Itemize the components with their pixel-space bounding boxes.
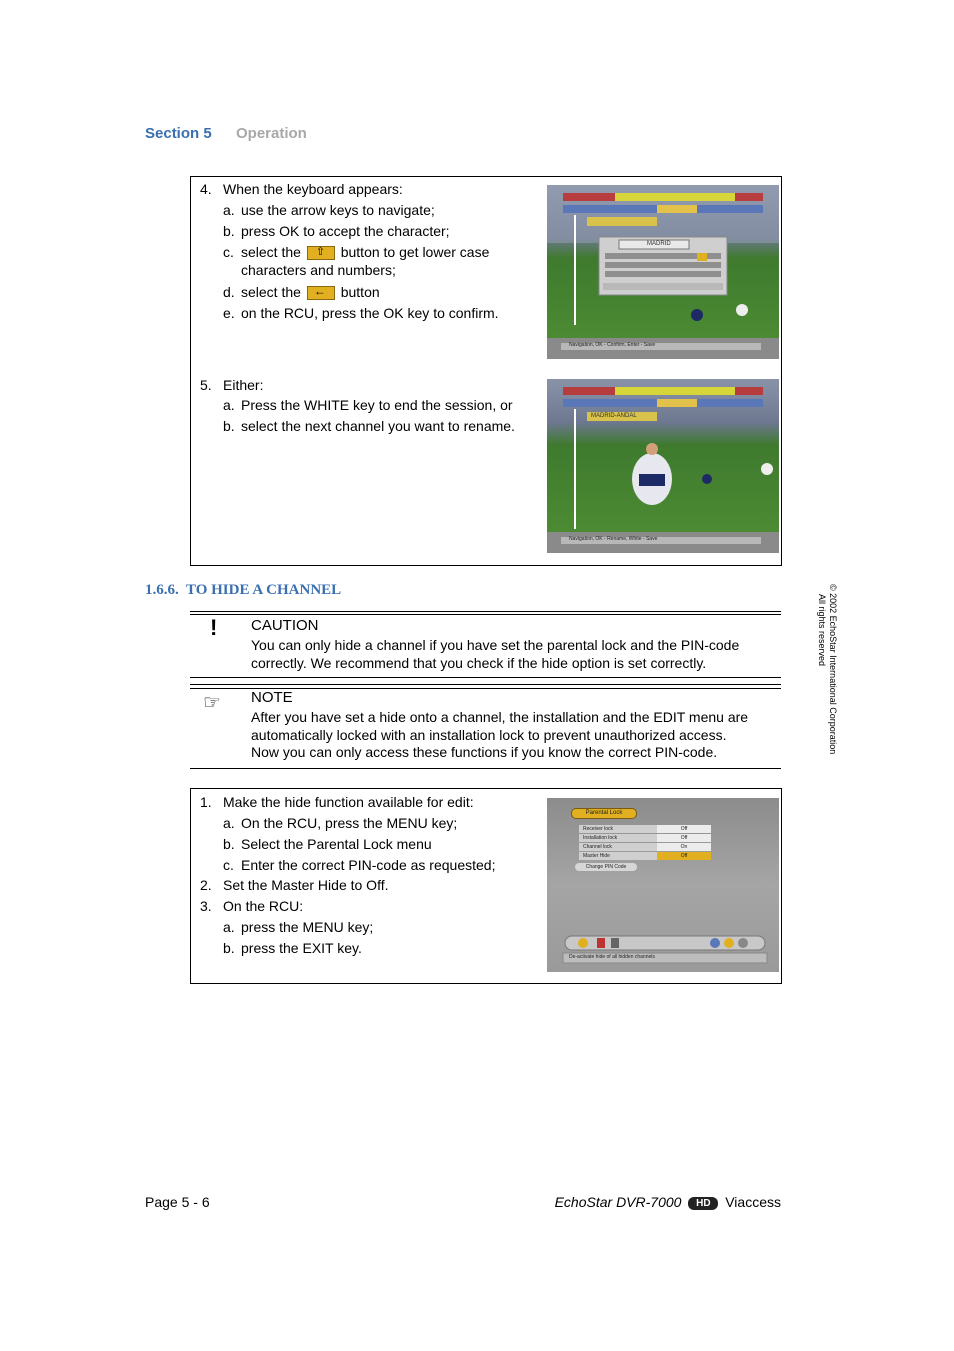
step-number: 4.: [200, 181, 212, 197]
substep-text-pre: select the: [241, 244, 301, 260]
step-number: 5.: [200, 377, 212, 393]
substep-text: on the RCU, press the OK key to confirm.: [241, 305, 499, 321]
settings-row-label: Channel lock: [583, 844, 612, 850]
substep-number: a.: [223, 919, 235, 935]
hd-logo-icon: HD: [688, 1197, 718, 1210]
note-line: After you have set a hide onto a channel, the installation and the EDIT menu are: [251, 709, 749, 725]
settings-row-value: Off: [657, 834, 711, 842]
shift-key-icon: [307, 246, 335, 260]
step-number: 2.: [200, 877, 212, 893]
divider: [190, 614, 781, 615]
substep-number: b.: [223, 418, 235, 434]
screenshot-graphic: [547, 379, 779, 553]
change-pin-button: Change PIN Code: [575, 863, 637, 871]
substep-text: On the RCU, press the MENU key;: [241, 815, 458, 831]
brand-name: Viaccess: [725, 1194, 781, 1210]
step: [200, 181, 212, 198]
step-number: 1.: [200, 794, 212, 810]
substep-text: press the MENU key;: [241, 919, 374, 935]
caution-line: correctly. We recommend that you check if the hide option is set correctly.: [251, 655, 707, 671]
menu-title: Parental Lock: [571, 808, 637, 819]
product-name: EchoStar DVR-7000: [554, 1194, 682, 1210]
substep-number: b.: [223, 836, 235, 852]
substep-number: b.: [223, 940, 235, 956]
page-number: Page 5 - 6: [145, 1194, 210, 1210]
settings-row-label: Installation lock: [583, 835, 618, 841]
exclamation-icon: !: [210, 615, 218, 640]
substep-text: Enter the correct PIN-code as requested;: [241, 857, 496, 873]
screenshot-parental-lock: [547, 798, 779, 972]
substep-number: b.: [223, 223, 235, 239]
note-line: automatically locked with an installation lock to prevent unauthorized access.: [251, 727, 727, 743]
status-bar-text: Navigation, OK - Confirm, Enter - Save: [569, 342, 656, 348]
step-text: Make the hide function available for edit:: [223, 794, 474, 810]
copyright-note: [808, 584, 838, 766]
substep-text-pre: select the: [241, 284, 301, 300]
substep-text: Select the Parental Lock menu: [241, 836, 432, 852]
caution-title: CAUTION: [251, 617, 319, 634]
footer-product: [555, 1194, 781, 1210]
step-text: Set the Master Hide to Off.: [223, 877, 389, 893]
step-text: Either:: [223, 377, 264, 393]
pointing-hand-icon: ☞: [203, 692, 221, 714]
substep-number: c.: [223, 244, 234, 260]
divider: [190, 684, 781, 685]
settings-row-label: Master Hide: [583, 853, 610, 859]
settings-row: [579, 852, 711, 860]
substep-text: use the arrow keys to navigate;: [241, 202, 435, 218]
screenshot-rename: [547, 379, 779, 553]
settings-row-value: Off: [657, 825, 711, 833]
step-text: When the keyboard appears:: [223, 181, 403, 197]
settings-row: [579, 825, 711, 833]
divider: [190, 768, 781, 769]
copyright-line: All rights reserved: [817, 594, 827, 667]
section-number: 1.6.6.: [145, 582, 179, 598]
substep-number: a.: [223, 202, 235, 218]
substep-number: c.: [223, 857, 234, 873]
section-heading: [145, 582, 341, 599]
step-number: 3.: [200, 898, 212, 914]
status-bar-text: De-activate hide of all hidden channels: [569, 954, 655, 960]
settings-row-label: Receiver lock: [583, 826, 614, 832]
substep-text: [241, 244, 489, 261]
channel-name-text: MADRID-ANDAL: [591, 413, 637, 419]
substep-text-cont: characters and numbers;: [241, 262, 396, 278]
substep-text: press OK to accept the character;: [241, 223, 450, 239]
enter-key-icon: [307, 286, 335, 300]
keyboard-entry-text: MADRID: [647, 241, 671, 247]
settings-row-value: On: [657, 843, 711, 851]
screenshot-keyboard: [547, 185, 779, 359]
note-line: Now you can only access these functions if you know the correct PIN-code.: [251, 744, 718, 760]
caution-line: You can only hide a channel if you have set the parental lock and the PIN-code: [251, 637, 740, 653]
step-text: On the RCU:: [223, 898, 304, 914]
instruction-box-rename: [190, 176, 782, 566]
divider: [190, 677, 781, 678]
settings-row: [579, 834, 711, 842]
settings-row: [579, 843, 711, 851]
substep-number: a.: [223, 397, 235, 413]
screenshot-graphic: [547, 185, 779, 359]
divider: [190, 611, 781, 612]
substep-text-post: button to get lower case: [340, 244, 490, 260]
note-title: NOTE: [251, 689, 293, 706]
substep-number: e.: [223, 305, 235, 321]
substep-text: select the next channel you want to rename.: [241, 418, 515, 434]
substep-text: [241, 284, 380, 301]
menu-bar-graphic: [547, 934, 779, 972]
substep-text: Press the WHITE key to end the session, or: [241, 397, 513, 413]
substep-text-post: button: [340, 284, 380, 300]
copyright-line: © 2002 EchoStar International Corporation: [828, 584, 838, 755]
settings-row-value-selected: Off: [657, 852, 711, 860]
substep-number: d.: [223, 284, 235, 300]
substep-number: a.: [223, 815, 235, 831]
section-title: Operation: [236, 125, 307, 142]
instruction-box-hide: [190, 788, 782, 984]
settings-list: [579, 825, 711, 861]
substep-text: press the EXIT key.: [241, 940, 362, 956]
section-label: Section 5: [145, 125, 212, 142]
section-heading-title: TO HIDE A CHANNEL: [185, 582, 342, 598]
status-bar-text: Navigation, OK - Rename, White - Save: [569, 536, 658, 542]
